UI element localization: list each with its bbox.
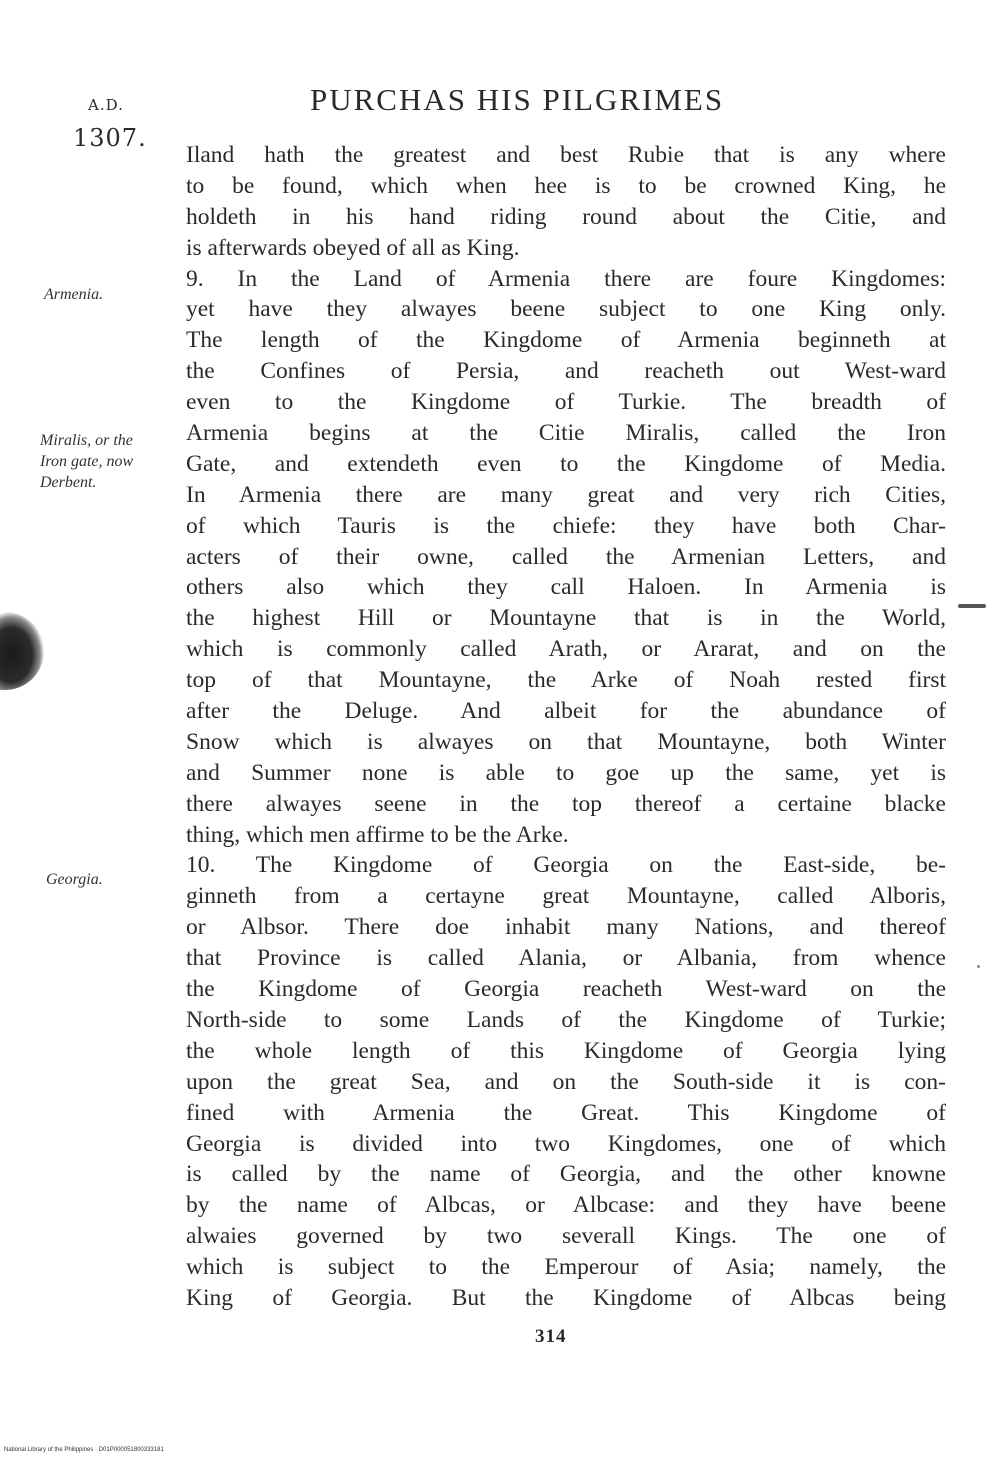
- body-line: ginneth from a certayne great Mountayne, called Alboris,: [186, 883, 946, 910]
- body-line: of which Tauris is the chiefe: they have both Char-: [186, 512, 946, 539]
- body-line: the Kingdome of Georgia reacheth West-ward on the: [186, 976, 946, 1003]
- body-line: and Summer none is able to goe up the same, yet is: [186, 759, 946, 786]
- body-line: is afterwards obeyed of all as King.: [186, 234, 520, 261]
- body-line: yet have they alwayes beene subject to one King only.: [186, 296, 946, 323]
- body-line: even to the Kingdome of Turkie. The breadth of: [186, 389, 946, 416]
- body-line: In Armenia there are many great and very rich Cities,: [186, 481, 946, 508]
- margin-note-georgia: Georgia.: [46, 871, 103, 888]
- margin-year: 1307.: [73, 124, 147, 152]
- body-line: Gate, and extendeth even to the Kingdome of Media.: [186, 450, 946, 477]
- margin-date-label: A.D.: [88, 96, 124, 114]
- body-line: the Confines of Persia, and reacheth out West-ward: [186, 358, 946, 385]
- margin-note-miralis: [40, 430, 180, 493]
- body-line: which is subject to the Emperour of Asia; namely, the: [186, 1254, 946, 1281]
- body-line: after the Deluge. And albeit for the abundance of: [186, 698, 946, 725]
- page-number: 314: [535, 1326, 567, 1347]
- body-line: upon the great Sea, and on the South-side it is con-: [186, 1068, 946, 1095]
- body-line: which is commonly called Arath, or Ararat, and on the: [186, 636, 946, 663]
- body-line: 9. In the Land of Armenia there are foure Kingdomes:: [186, 265, 946, 292]
- scan-dot: [977, 965, 980, 968]
- body-line: that Province is called Alania, or Albania, from whence: [186, 945, 946, 972]
- body-line: holdeth in his hand riding round about the Citie, and: [186, 203, 946, 230]
- margin-note-miralis-line-3: Derbent.: [40, 474, 97, 491]
- running-title: PURCHAS HIS PILGRIMES: [310, 82, 725, 117]
- scan-blot: [0, 612, 44, 690]
- margin-note-miralis-line-2: Iron gate, now: [40, 453, 134, 470]
- body-text: [186, 140, 946, 1314]
- body-line: by the name of Albcas, or Albcase: and they have beene: [186, 1192, 946, 1219]
- body-line: The length of the Kingdome of Armenia beginneth at: [186, 327, 946, 354]
- body-line: Georgia is divided into two Kingdomes, one of which: [186, 1130, 946, 1157]
- body-line: North-side to some Lands of the Kingdome of Turkie;: [186, 1006, 946, 1033]
- body-line: thing, which men affirme to be the Arke.: [186, 821, 569, 848]
- body-line: others also which they call Haloen. In Armenia is: [186, 574, 946, 601]
- body-line: top of that Mountayne, the Arke of Noah rested first: [186, 667, 946, 694]
- body-line: King of Georgia. But the Kingdome of Albcas being: [186, 1284, 946, 1311]
- body-line: is called by the name of Georgia, and the other knowne: [186, 1161, 946, 1188]
- body-line: acters of their owne, called the Armenian Letters, and: [186, 543, 946, 570]
- margin-note-miralis-line-1: Miralis, or the: [40, 432, 133, 449]
- margin-note-armenia: Armenia.: [44, 286, 104, 303]
- body-line: there alwayes seene in the top thereof a certaine blacke: [186, 790, 946, 817]
- body-line: to be found, which when hee is to be crowned King, he: [186, 172, 946, 199]
- body-line: fined with Armenia the Great. This Kingdome of: [186, 1099, 946, 1126]
- body-line: Armenia begins at the Citie Miralis, called the Iron: [186, 420, 946, 447]
- body-line: the whole length of this Kingdome of Georgia lying: [186, 1037, 946, 1064]
- body-line: or Albsor. There doe inhabit many Nations, and thereof: [186, 914, 946, 941]
- body-line: the highest Hill or Mountayne that is in the World,: [186, 605, 946, 632]
- scan-speck: [958, 604, 986, 608]
- body-line: alwaies governed by two severall Kings. The one of: [186, 1223, 946, 1250]
- body-line: Snow which is alwayes on that Mountayne, both Winter: [186, 728, 946, 755]
- scan-footer: National Library of the Philippines · D01P000051800333181: [4, 1447, 164, 1453]
- body-line: Iland hath the greatest and best Rubie that is any where: [186, 142, 946, 168]
- body-line: 10. The Kingdome of Georgia on the East-side, be-: [186, 852, 946, 879]
